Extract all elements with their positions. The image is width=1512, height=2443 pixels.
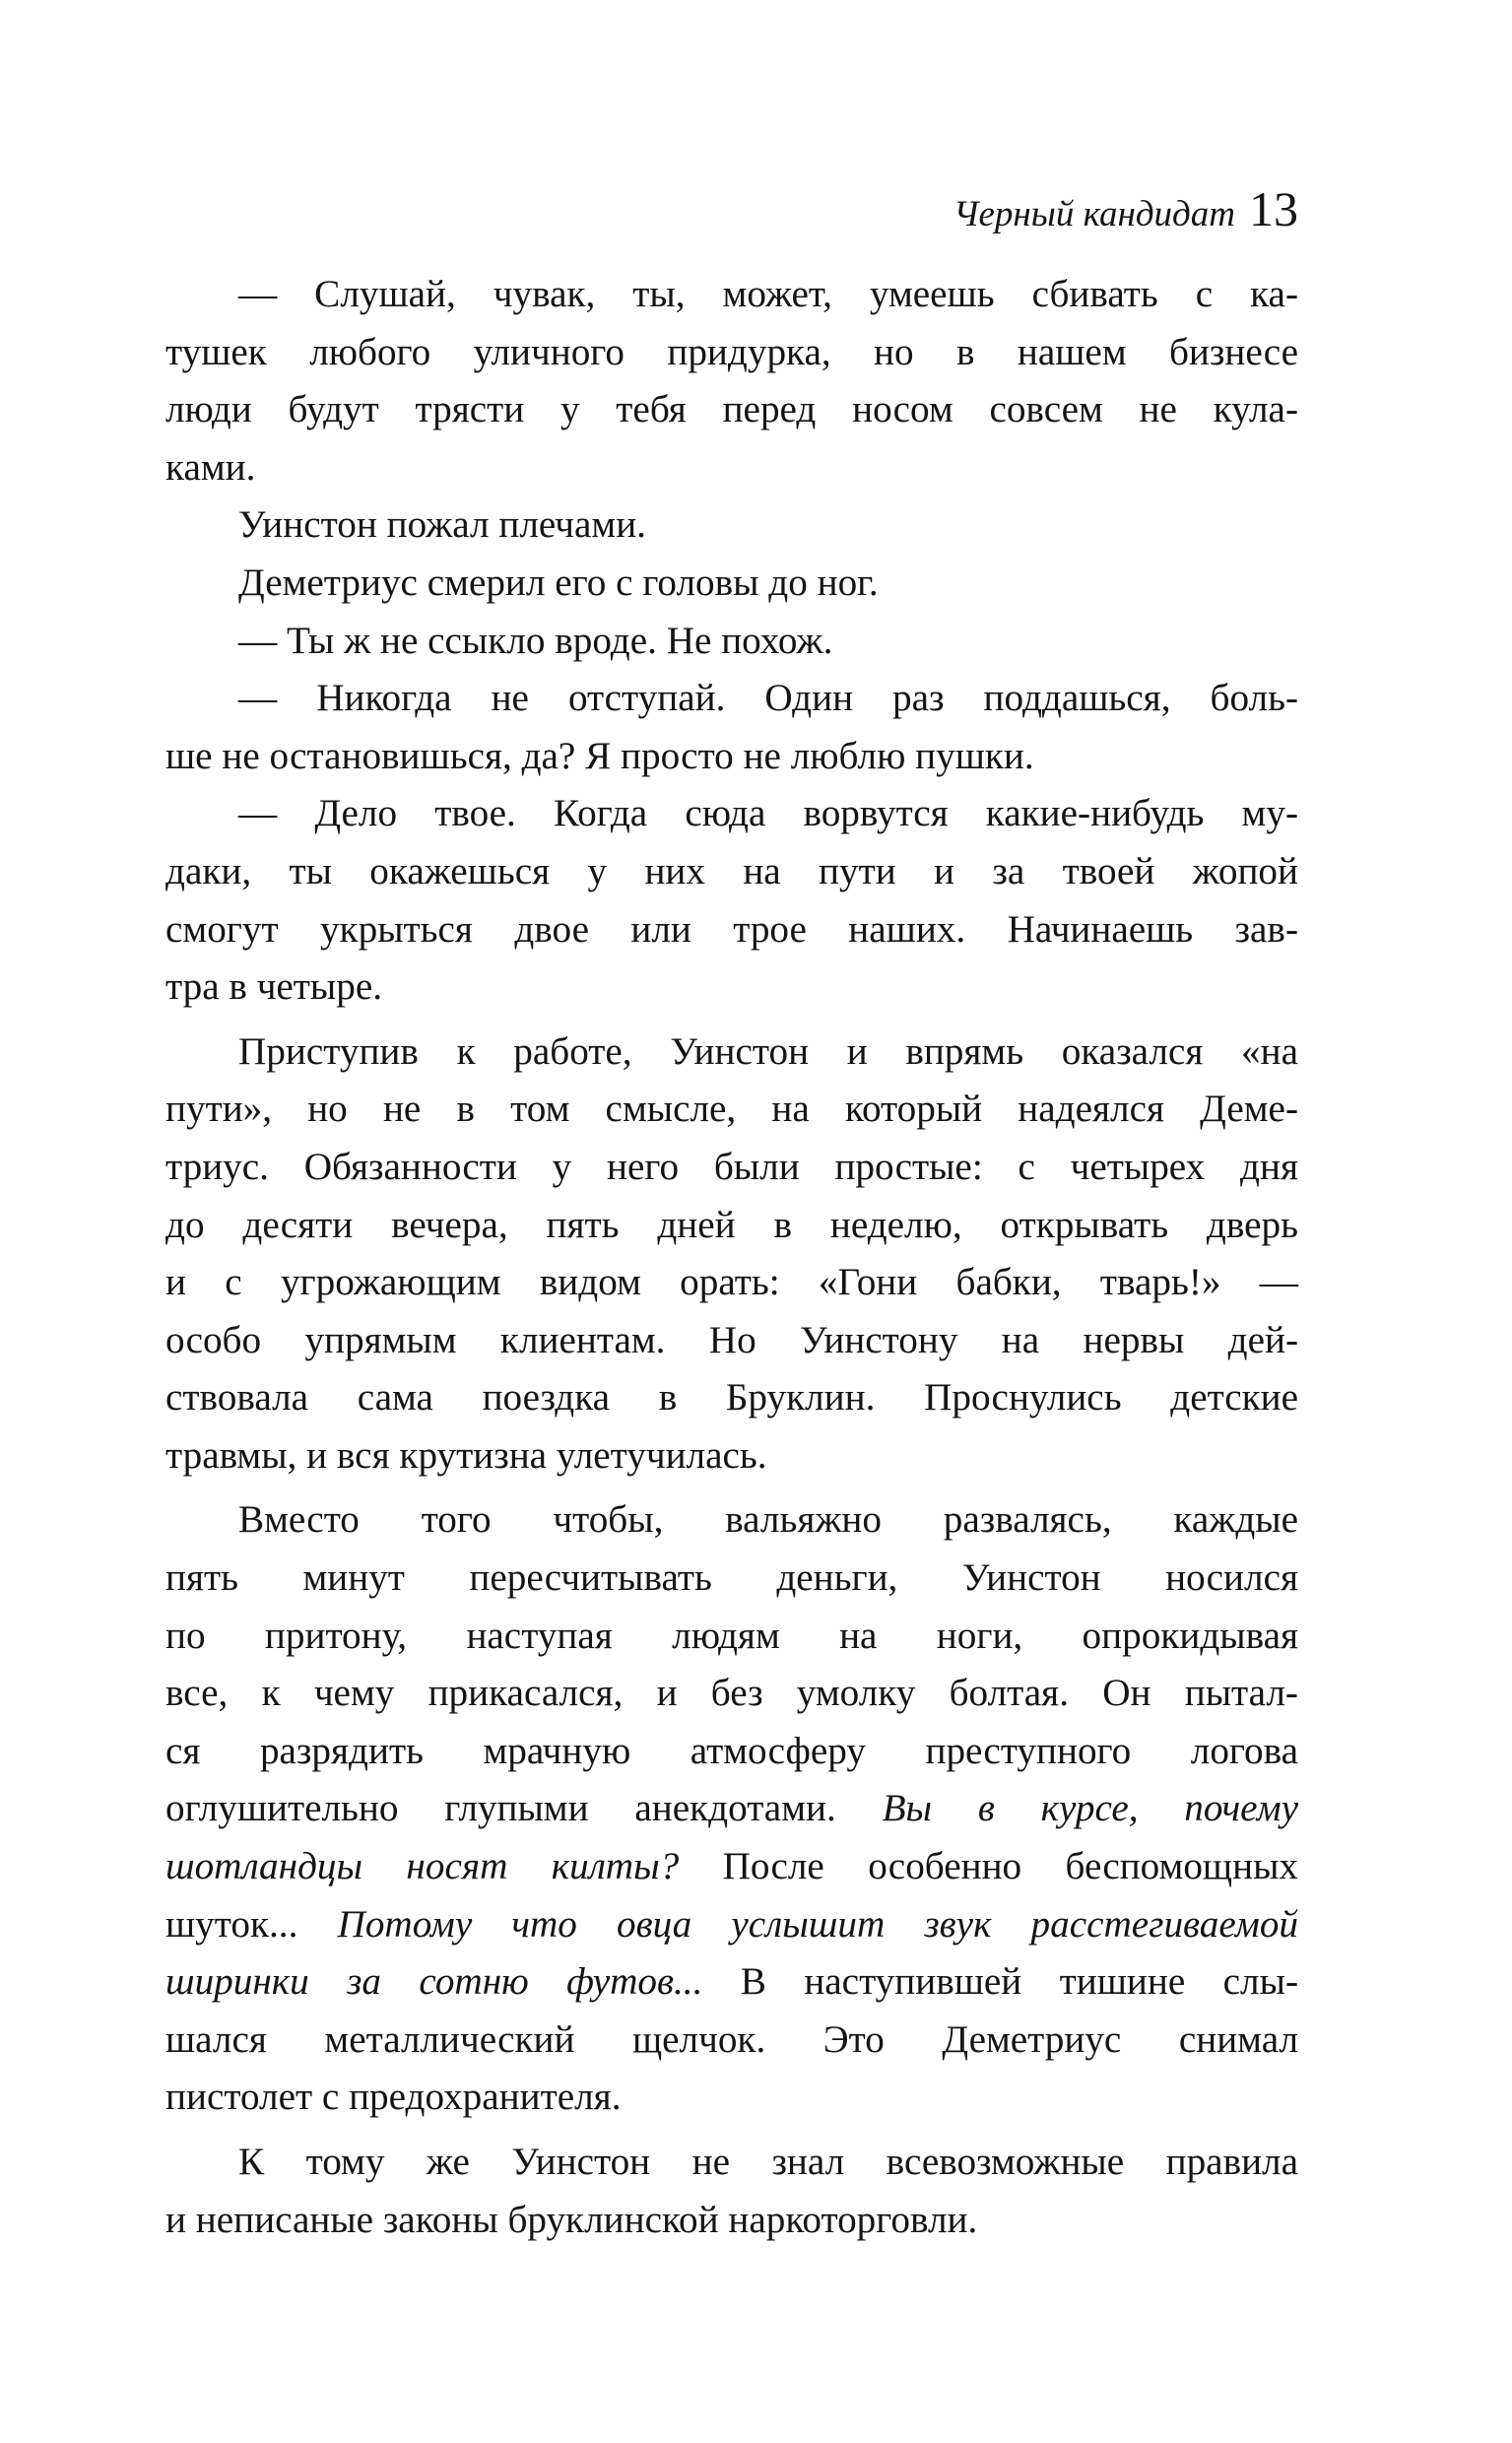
text-line: тра в четыре. <box>165 965 383 1009</box>
italic-text-run: Вы в курсе, почему <box>882 1787 1298 1830</box>
text-line: до десяти вечера, пять дней в неделю, открывать дверь <box>165 1203 1298 1246</box>
text-line: пути», но не в том смысле, на который надеялся Деме- <box>165 1088 1298 1131</box>
text-line: Уинстон пожал плечами. <box>238 503 646 547</box>
text-line: пистолет с предохранителя. <box>165 2076 622 2119</box>
text-line: ше не остановишься, да? Я просто не люблю пушки. <box>165 734 1034 777</box>
text-line: — Слушай, чувак, ты, может, умеешь сбивать с ка- <box>238 273 1298 315</box>
text-line: смогут укрыться двое или трое наших. Начинаешь зав- <box>165 907 1298 951</box>
text-line: пять минут пересчитывать деньги, Уинстон носился <box>165 1556 1298 1600</box>
text-line: — Никогда не отступай. Один раз поддашься, боль- <box>238 677 1298 720</box>
text-line: — Ты ж не ссыкло вроде. Не похож. <box>238 619 833 662</box>
text-line: все, к чему прикасался, и без умолку болтая. Он пытал- <box>165 1672 1298 1715</box>
text-line: Приступив к работе, Уинстон и впрямь оказался «на <box>238 1029 1298 1073</box>
text-line: травмы, и вся крутизна улетучилась. <box>165 1433 767 1477</box>
page-number: 13 <box>1249 181 1298 236</box>
text-line <box>165 1780 1298 1838</box>
text-line: люди будут трясти у тебя перед носом совсем не кула- <box>165 388 1298 431</box>
text-run: В наступившей тишине слы- <box>702 1960 1298 2004</box>
text-line: особо упрямым клиентам. Но Уинстону на нервы дей- <box>165 1318 1298 1361</box>
text-line: тушек любого уличного придурка, но в нашем бизнесе <box>165 330 1298 373</box>
text-run: шуток... <box>165 1902 338 1946</box>
text-line: триус. Обязанности у него были простые: с четырех дня <box>165 1145 1298 1188</box>
body-text <box>165 266 1298 2249</box>
text-run: После особенно беспомощных <box>679 1845 1298 1888</box>
text-line: даки, ты окажешься у них на пути и за твоей жопой <box>165 849 1298 892</box>
text-run: оглушительно глупыми анекдотами. <box>165 1787 883 1830</box>
text-line: и с угрожающим видом орать: «Гони бабки, тварь!» — <box>165 1261 1298 1304</box>
text-line: Деметриус смерил его с головы до ног. <box>238 561 879 604</box>
text-line: К тому же Уинстон не знал всевозможные правила <box>238 2141 1298 2183</box>
text-line: ками. <box>165 445 256 489</box>
text-line: Вместо того чтобы, вальяжно развалясь, каждые <box>238 1498 1298 1542</box>
running-head <box>165 173 1298 257</box>
italic-text-run: ширинки за сотню футов... <box>165 1960 703 2004</box>
text-line: — Дело твое. Когда сюда ворвутся какие-нибудь му- <box>238 792 1298 835</box>
text-line <box>165 1896 1298 1954</box>
running-head-title: Черный кандидат <box>953 194 1235 234</box>
text-line: и неписаные законы бруклинской наркоторговли. <box>165 2198 978 2241</box>
text-line <box>165 1838 1298 1896</box>
text-line: ствовала сама поездка в Бруклин. Проснулись детские <box>165 1376 1298 1420</box>
italic-text-run: Потому что овца услышит звук расстегиваемой <box>337 1902 1299 1946</box>
text-line <box>165 1953 1298 2012</box>
italic-text-run: шотландцы носят килты? <box>165 1845 680 1888</box>
text-line: по притону, наступая людям на ноги, опрокидывая <box>165 1614 1298 1657</box>
text-line: шался металлический щелчок. Это Деметриус снимал <box>165 2017 1298 2061</box>
text-line: ся разрядить мрачную атмосферу преступного логова <box>165 1729 1298 1772</box>
